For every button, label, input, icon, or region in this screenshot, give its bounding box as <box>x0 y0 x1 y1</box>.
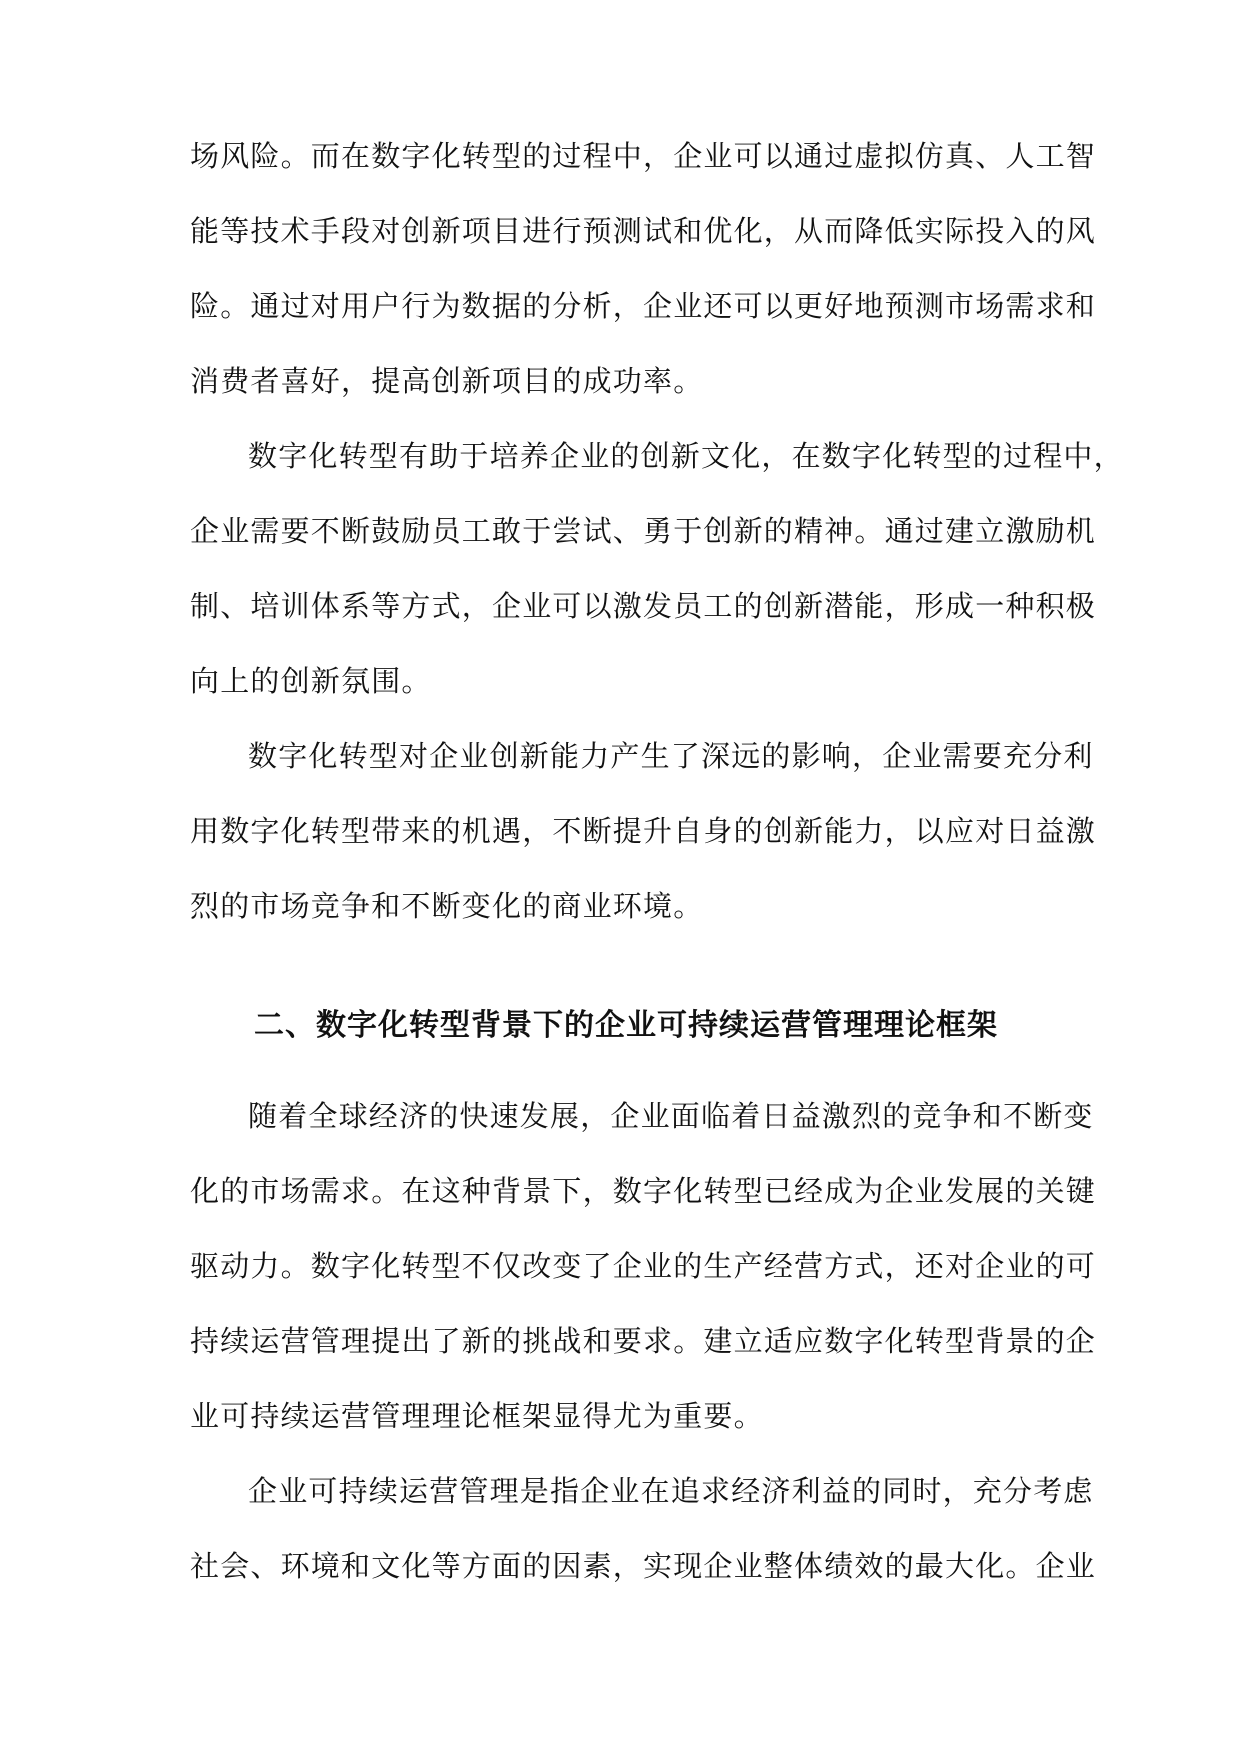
paragraph-line: 险。通过对用户行为数据的分析，企业还可以更好地预测市场需求和 <box>190 289 1097 323</box>
paragraph-line: 烈的市场竞争和不断变化的商业环境。 <box>190 889 704 923</box>
paragraph-line: 场风险。而在数字化转型的过程中，企业可以通过虚拟仿真、人工智 <box>190 139 1097 173</box>
paragraph-line: 业可持续运营管理理论框架显得尤为重要。 <box>190 1399 764 1433</box>
paragraph-line: 企业可持续运营管理是指企业在追求经济利益的同时，充分考虑 <box>248 1474 1094 1508</box>
paragraph-line: 社会、环境和文化等方面的因素，实现企业整体绩效的最大化。企业 <box>190 1549 1097 1583</box>
paragraph-line: 数字化转型有助于培养企业的创新文化，在数字化转型的过程中， <box>248 439 1124 473</box>
paragraph-line: 持续运营管理提出了新的挑战和要求。建立适应数字化转型背景的企 <box>190 1324 1097 1358</box>
paragraph-line: 制、培训体系等方式，企业可以激发员工的创新潜能，形成一种积极 <box>190 589 1097 623</box>
paragraph-line: 随着全球经济的快速发展，企业面临着日益激烈的竞争和不断变 <box>248 1099 1094 1133</box>
paragraph-line: 用数字化转型带来的机遇，不断提升自身的创新能力，以应对日益激 <box>190 814 1097 848</box>
paragraph-line: 化的市场需求。在这种背景下，数字化转型已经成为企业发展的关键 <box>190 1174 1097 1208</box>
paragraph-line: 数字化转型对企业创新能力产生了深远的影响，企业需要充分利 <box>248 739 1094 773</box>
paragraph-line: 能等技术手段对创新项目进行预测试和优化，从而降低实际投入的风 <box>190 214 1097 248</box>
paragraph-line: 驱动力。数字化转型不仅改变了企业的生产经营方式，还对企业的可 <box>190 1249 1097 1283</box>
paragraph-line: 企业需要不断鼓励员工敢于尝试、勇于创新的精神。通过建立激励机 <box>190 514 1097 548</box>
paragraph-line: 消费者喜好，提高创新项目的成功率。 <box>190 364 704 398</box>
paragraph-line: 向上的创新氛围。 <box>190 664 432 698</box>
section-heading: 二、数字化转型背景下的企业可持续运营管理理论框架 <box>254 1008 998 1043</box>
